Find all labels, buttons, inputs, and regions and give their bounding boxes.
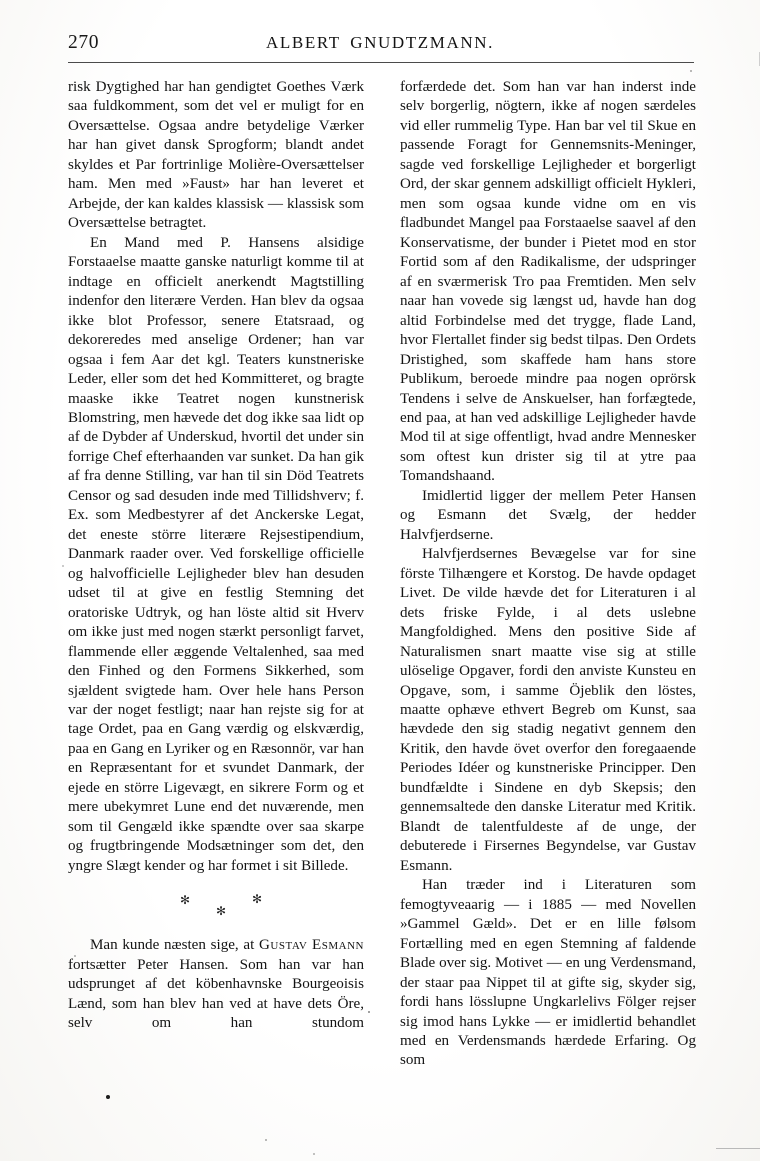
running-title: ALBERT GNUDTZMANN. — [266, 33, 494, 52]
paragraph: Imidlertid ligger der mellem Peter Hansen og Esmann det Svælg, der hedder Halvfjerdserne. — [400, 487, 696, 543]
scan-speck — [368, 1011, 370, 1013]
asterisk-icon: ✻ — [252, 892, 263, 907]
paragraph: risk Dygtighed har han gendigtet Goethes Værk saa fuldkomment, som det vel er muligt for en Oversættelse. Ogsaa andre betydelige Værker har han givet dansk Sprogform; blandt andet skyldes et Par fortrinlige Molière-Oversættelser ham. Men med »Faust» har han leveret et Arbejde, der kan kaldes klassisk — klassisk som Oversættelse betragtet. — [68, 79, 364, 232]
left-column — [68, 78, 364, 1068]
asterisk-icon: ✻ — [216, 904, 227, 919]
scan-speck — [690, 70, 692, 72]
asterism-separator — [68, 888, 364, 922]
header-rule — [68, 62, 694, 63]
scan-speck — [265, 1139, 267, 1141]
scan-speck — [313, 1153, 315, 1155]
paragraph: Man kunde næsten sige, at Gustav Esmann fortsætter Peter Hansen. Som han var han udsprunget af det köbenhavnske Bourgeoisis Lænd, som han blev han ved at have dets Öre, selv om han stundom — [68, 937, 364, 1032]
scan-speck — [74, 955, 76, 957]
right-column — [400, 78, 696, 1068]
paragraph: Han træder ind i Literaturen som femogtyveaarig — i 1885 — med Novellen »Gammel Gæld». Det er en lille følsom Fortælling med en egen Stemning af faldende Blade over sig. Motivet — en ung Verdensmand, der staar paa Nippet til at gifte sig, skyder sig, fordi hans lösslupne Ungkarlelivs Fölger rejser sig imod hans Lykke — er imidlertid behandlet med en Verdensmands hærdede Erfaring. Og som — [400, 877, 696, 1069]
paragraph: En Mand med P. Hansens alsidige Forstaaelse maatte ganske naturligt komme til at indtage en officielt anerkendt Magtstilling indenfor den literære Verden. Han blev da ogsaa ikke blot Professor, senere Etatsraad, og dekoreredes med anselige Ordener; han var ogsaa i fem Aar det kgl. Teaters kunstneriske Leder, eller som det hed Kommitteret, og bragte maaske ikke Teatret nogen kunstnerisk Blomstring, men hævede det dog ikke saa lidt op af de Dybder af Underskud, hvortil det under sin forrige Chef efterhaanden var sunket. Da han gik af fra denne Stilling, var han til sin Död Teatrets Censor og sad desuden inde med Tillidshverv; f. Ex. som Medbestyrer af det Anckerske Legat, det eneste större literære Rejsestipendium, Danmark raader over. Ved forskellige officielle og halvofficielle Lejligheder blev han desuden udset til at give en festlig Stemning det oratoriske Udtryk, og han löste altid sit Hverv om ikke just med nogen stærkt personligt farvet, flammende eller æggende Veltalenhed, saa med den Finhed og den Formens Sikkerhed, som sjældent svigtede ham. Over hele hans Person var der noget festligt; naar han rejste sig for at tage Ordet, paa en Gang værdig og elskværdig, paa en Gang en Lyriker og en Ræsonnör, var han en Repræsentant for et svundet Danmark, der ejede en större Ligevægt, en sikrere Form og et mere ubekymret Lune end det nuværende, men som til Gengæld ikke spændte over saa skarpe og frugtbringende Modsætninger som det, den yngre Slægt kender og har formet i sit Billede. — [68, 234, 364, 874]
asterisk-icon: ✻ — [180, 893, 191, 908]
small-caps-name: Gustav — [259, 937, 308, 954]
folio-number: 270 — [68, 32, 100, 53]
paragraph: Halvfjerdsernes Bevægelse var for sine förste Tilhængere et Korstog. De havde opdaget Livet. De vilde hævde det for Literaturen i al dets friske Fylde, i al dets uslebne Mangfoldighed. Mens den positive Side af Naturalismen snart maatte vise sig at stille ulöselige Opgaver, fordi den anviste Kunsteu en Opgave, som, i samme Öjeblik den löstes, maatte ophæve ethvert Begreb om Kunst, saa hævdede den sig stadig negativt gennem den Kritik, den havde övet overfor den foregaaende Periodes Idéer og kunstneriske Principper. Den bundfældte i Sindene en dyb Skepsis; den gennemsaltede den danske Literatur med Kritik. Blandt de talentfuldeste af de unge, der debuterede i Firsernes Begyndelse, var Gustav Esmann. — [400, 546, 696, 874]
plate-edge-mark — [716, 1148, 760, 1149]
paragraph: forfærdede det. Som han var han inderst inde selv borgerlig, nögtern, ikke af nogen særdeles vid eller rummelig Type. Han bar vel til Skue en passende Foragt for Gennemsnits-Meninger, sagde ved forskellige Lejligheder et borgerligt Ord, der skar gennem adskilligt officielt Hykleri, men som ogsaa kunde vidne om en vis fladbundet Mangel paa Forstaaelse saavel af den Konservatisme, der bunder i Pietet mod en stor Fortid som af den Radikalisme, der udspringer af en sværmerisk Tro paa Fremtiden. Men selv naar han vovede sig længst ud, havde han dog altid Forbindelse med det trygge, flade Land, hvor Flertallet finder sig bedst tilpas. Den Ordets Dristighed, som skaffede ham hans store Publikum, beroede mindre paa nogen oprörsk Tendens i selve de Anskuelser, han forfægtede, end paa, at han ved adskillige Lejligheder havde Mod til at sige offentligt, hvad andre Mennesker som oftest kun drister sig til at ytre paa Tomandshaand. — [400, 79, 696, 485]
page-header — [68, 30, 692, 60]
scan-speck — [106, 1095, 110, 1099]
two-column-body — [68, 78, 696, 1068]
small-caps-name: Esmann — [312, 937, 364, 954]
scan-speck — [62, 565, 64, 567]
